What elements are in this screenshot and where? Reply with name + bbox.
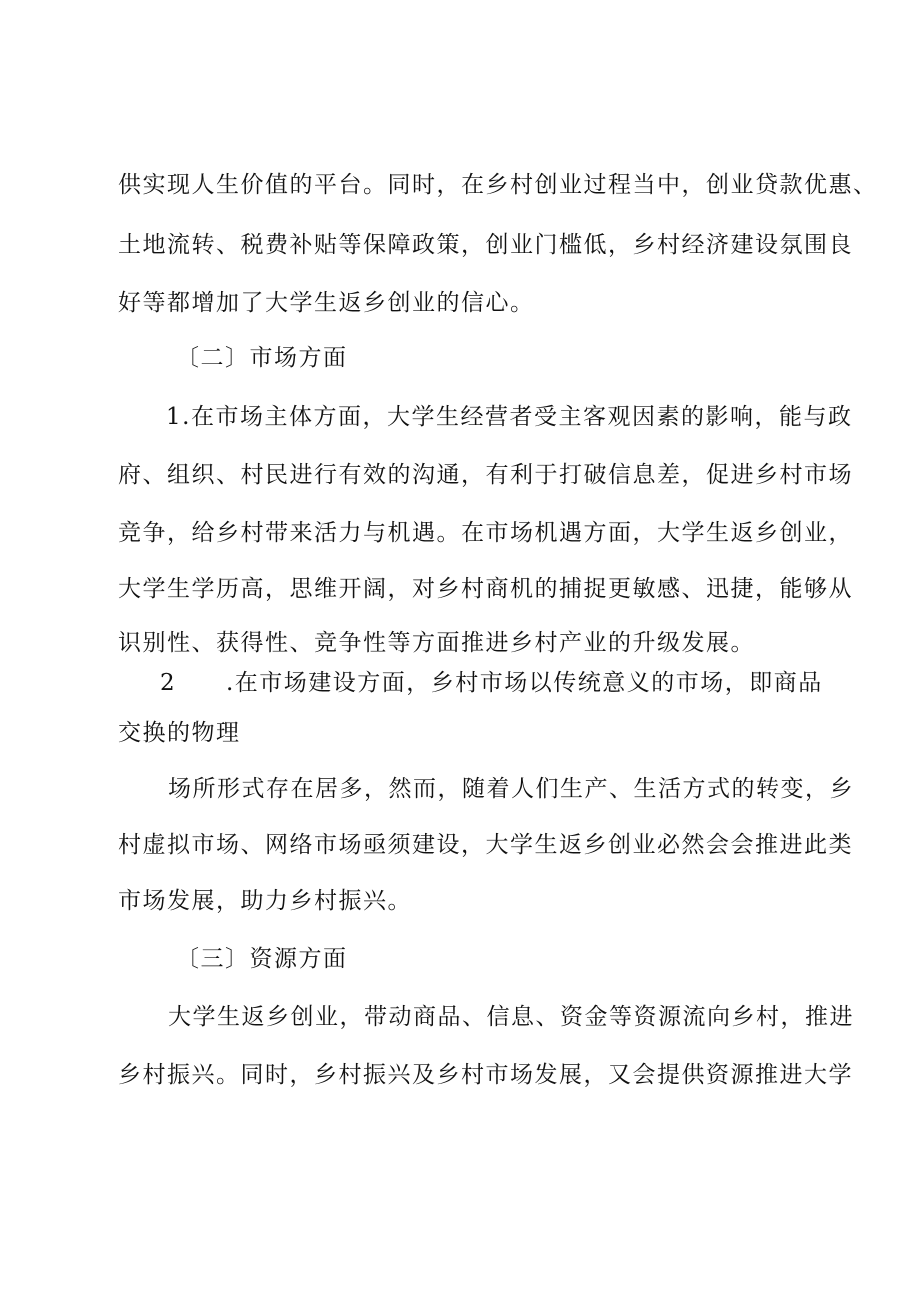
paragraph-line: 府、组织、村民进行有效的沟通，有利于打破信息差，促进乡村市场: [118, 462, 853, 488]
paragraph-line: 场所形式存在居多，然而，随着人们生产、生活方式的转变，乡: [168, 776, 854, 802]
section-heading: 〔二〕市场方面: [176, 345, 348, 371]
paragraph-line: 大学生学历高，思维开阔，对乡村商机的捕捉更敏感、迅捷，能够从: [118, 576, 853, 602]
paragraph-line: 交换的物理: [118, 720, 241, 746]
paragraph-line: 好等都增加了大学生返乡创业的信心。: [118, 290, 535, 316]
paragraph-line: 市场发展，助力乡村振兴。: [118, 888, 412, 914]
paragraph-line: 识别性、获得性、竞争性等方面推进乡村产业的升级发展。: [118, 630, 755, 656]
paragraph-line: 村虚拟市场、网络市场亟须建设，大学生返乡创业必然会会推进此类: [118, 832, 853, 858]
paragraph-line: 土地流转、税费补贴等保障政策，创业门槛低，乡村经济建设氛围良: [118, 232, 853, 258]
list-number: 2: [160, 670, 175, 696]
paragraph-line: 大学生返乡创业，带动商品、信息、资金等资源流向乡村，推进: [168, 1004, 854, 1030]
paragraph-line: .在市场建设方面，乡村市场以传统意义的市场，即商品: [226, 670, 823, 696]
section-heading: 〔三〕资源方面: [176, 946, 348, 972]
paragraph-line: 乡村振兴。同时，乡村振兴及乡村市场发展，又会提供资源推进大学: [118, 1062, 853, 1088]
paragraph-line: 竞争，给乡村带来活力与机遇。在市场机遇方面，大学生返乡创业，: [118, 520, 853, 546]
paragraph-line: 供实现人生价值的平台。同时，在乡村创业过程当中，创业贷款优惠、: [118, 172, 878, 198]
paragraph-line: 1.在市场主体方面，大学生经营者受主客观因素的影响，能与政: [166, 404, 853, 430]
